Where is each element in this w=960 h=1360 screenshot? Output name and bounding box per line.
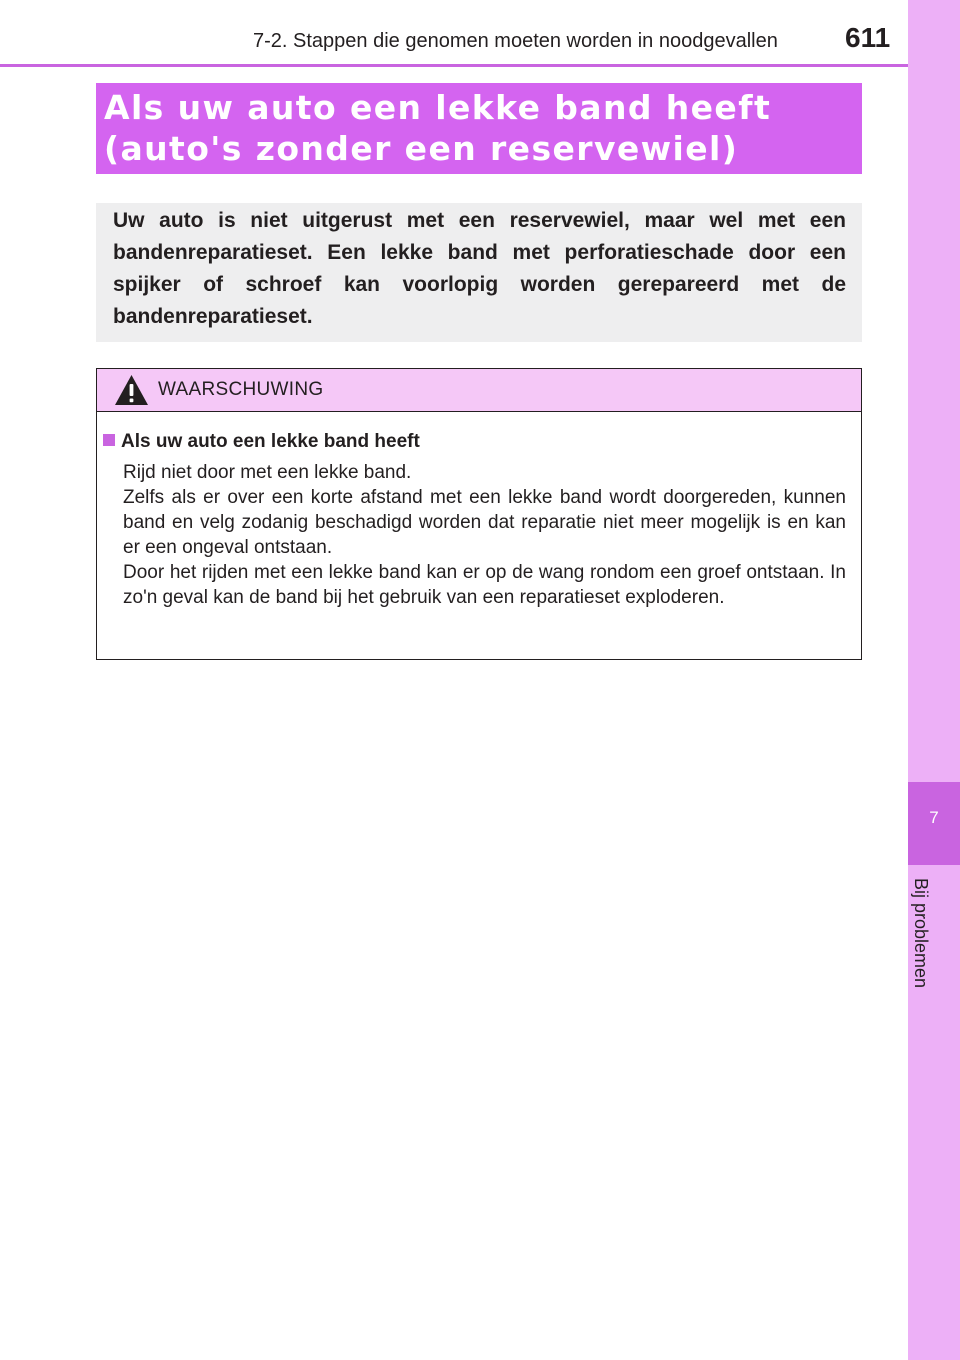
section-title-box [96, 83, 862, 174]
warning-box [96, 368, 862, 660]
warning-triangle-icon [114, 374, 149, 406]
chapter-label: Bij problemen [911, 878, 931, 989]
intro-box [96, 203, 862, 342]
warning-heading: Als uw auto een lekke band heeft [121, 431, 420, 452]
header-divider [0, 64, 908, 67]
chapter-side-tab [908, 0, 960, 1360]
intro-text: Uw auto is niet uitgerust met een reservewiel, maar wel met een bandenreparatieset. Een lekke band met perforatieschade door een spijker of schroef kan voorlopig worden gerepareerd met de bandenreparatieset. [113, 209, 846, 328]
warning-header [97, 369, 861, 412]
chapter-number: 7 [929, 808, 939, 827]
section-title-line-2: (auto's zonder een reservewiel) [104, 129, 739, 168]
header-section-path: 7-2. Stappen die genomen moeten worden in noodgevallen [253, 30, 778, 52]
warning-label: WAARSCHUWING [158, 379, 324, 400]
warning-paragraph: Door het rijden met een lekke band kan er op de wang rondom een groef ontstaan. In zo'n geval kan de band bij het gebruik van een reparatieset exploderen. [123, 562, 846, 608]
section-title-line-1: Als uw auto een lekke band heeft [104, 88, 772, 127]
warning-heading-row [103, 431, 420, 453]
square-bullet-icon [103, 434, 115, 446]
section-title [104, 87, 862, 169]
warning-paragraph: Zelfs als er over een korte afstand met een lekke band wordt doorgereden, kunnen band en velg zodanig beschadigd worden dat reparatie niet meer mogelijk is en kan er een ongeval ontstaan. [123, 487, 846, 558]
warning-paragraph: Rijd niet door met een lekke band. [123, 462, 412, 483]
page-number: 611 [845, 22, 891, 53]
warning-body [123, 460, 846, 610]
